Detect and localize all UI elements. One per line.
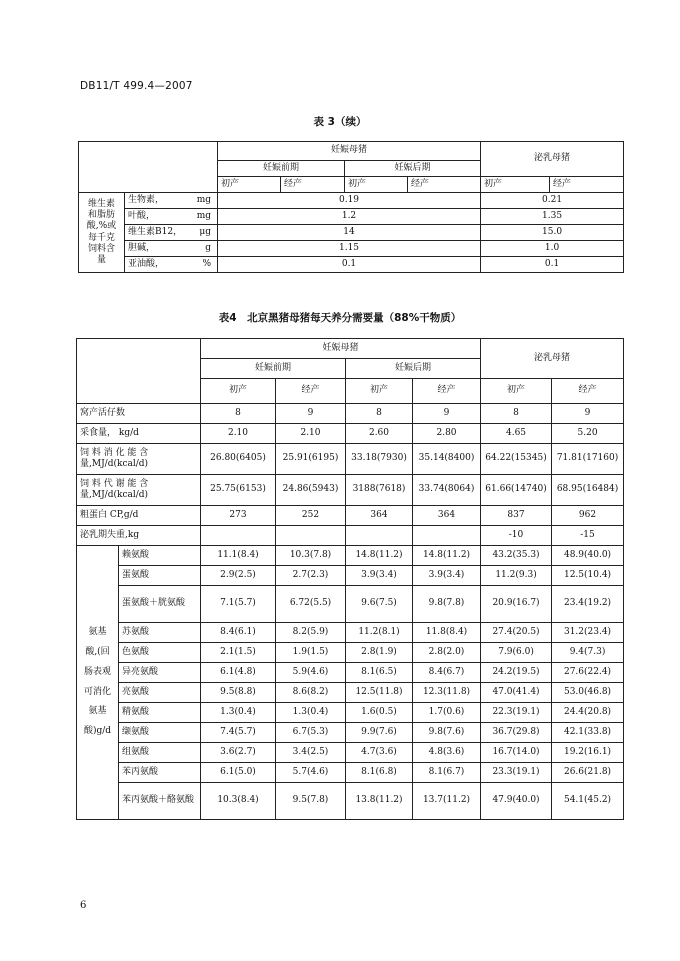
value-cell: 14.8(11.2) [413,546,481,566]
value-cell: 7.4(5.7) [201,723,276,743]
value-cell: 33.18(7930) [346,444,413,475]
value-cell: 15.0 [481,225,624,241]
row-label: 叶酸， mg [125,209,218,225]
value-cell: 24.86(5943) [276,475,346,506]
value-cell: 4.65 [481,424,552,444]
corner-cell [79,142,218,193]
value-cell: 14 [218,225,481,241]
value-cell: 27.4(20.5) [481,623,552,643]
multi-header: 经产 [408,177,481,193]
value-cell: 12.5(11.8) [346,683,413,703]
value-cell: 2.10 [276,424,346,444]
value-cell: 252 [276,506,346,526]
value-cell: 8.1(6.8) [346,763,413,783]
multi-header: 经产 [552,379,624,404]
amino-acid-name: 组氨酸 [119,743,201,763]
value-cell: 10.3(8.4) [201,783,276,820]
value-cell: 6.1(5.0) [201,763,276,783]
value-cell: 5.20 [552,424,624,444]
value-cell: 5.9(4.6) [276,663,346,683]
value-cell: 0.1 [218,257,481,273]
value-cell [201,526,276,546]
value-cell: 7.9(6.0) [481,643,552,663]
table4-caption: 表4 北京黑猪母猪每天养分需要量（88%干物质） [218,312,462,324]
value-cell: 24.2(19.5) [481,663,552,683]
value-cell: 23.4(19.2) [552,586,624,623]
amino-acid-name: 赖氨酸 [119,546,201,566]
value-cell [346,526,413,546]
value-cell: 4.7(3.6) [346,743,413,763]
value-cell: 33.74(8064) [413,475,481,506]
value-cell: 6.1(4.8) [201,663,276,683]
amino-acid-name: 亮氨酸 [119,683,201,703]
table4 [76,338,624,820]
amino-acid-name: 苏氨酸 [119,623,201,643]
late-header: 妊娠后期 [345,161,481,177]
value-cell: 1.7(0.6) [413,703,481,723]
value-cell: 364 [346,506,413,526]
value-cell: 42.1(33.8) [552,723,624,743]
value-cell: 16.7(14.0) [481,743,552,763]
value-cell: 11.8(8.4) [413,623,481,643]
value-cell: 47.0(41.4) [481,683,552,703]
table3 [78,141,624,273]
value-cell: 13.8(11.2) [346,783,413,820]
row-label: 粗蛋白 CP,g/d [77,506,201,526]
early-header: 妊娠前期 [218,161,345,177]
amino-acid-name: 色氨酸 [119,643,201,663]
standard-number: DB11/T 499.4—2007 [80,80,193,92]
value-cell: 14.8(11.2) [346,546,413,566]
value-cell [413,526,481,546]
amino-acid-name: 异亮氨酸 [119,663,201,683]
value-cell: 13.7(11.2) [413,783,481,820]
value-cell: 6.7(5.3) [276,723,346,743]
value-cell: 12.5(10.4) [552,566,624,586]
value-cell: 26.80(6405) [201,444,276,475]
value-cell: 3.4(2.5) [276,743,346,763]
value-cell: -10 [481,526,552,546]
row-label: 亚油酸， % [125,257,218,273]
value-cell: 1.15 [218,241,481,257]
page-number: 6 [80,900,87,911]
value-cell: 1.3(0.4) [201,703,276,723]
value-cell: 31.2(23.4) [552,623,624,643]
amino-acid-name: 蛋氨酸＋胱氨酸 [119,586,201,623]
value-cell: 68.95(16484) [552,475,624,506]
value-cell: 273 [201,506,276,526]
value-cell: 8.4(6.1) [201,623,276,643]
value-cell: 19.2(16.1) [552,743,624,763]
value-cell: 24.4(20.8) [552,703,624,723]
value-cell: 962 [552,506,624,526]
value-cell: 26.6(21.8) [552,763,624,783]
value-cell: 3.6(2.7) [201,743,276,763]
value-cell: 27.6(22.4) [552,663,624,683]
value-cell: 2.10 [201,424,276,444]
value-cell: 23.3(19.1) [481,763,552,783]
early-header: 妊娠前期 [201,359,346,379]
value-cell: 9.5(8.8) [201,683,276,703]
value-cell: 0.21 [481,193,624,209]
value-cell: 0.1 [481,257,624,273]
value-cell: 43.2(35.3) [481,546,552,566]
amino-acid-name: 精氨酸 [119,703,201,723]
value-cell: 837 [481,506,552,526]
value-cell: 8 [201,404,276,424]
primi-header: 初产 [218,177,281,193]
value-cell: 1.35 [481,209,624,225]
value-cell: 9.5(7.8) [276,783,346,820]
value-cell: 9 [552,404,624,424]
value-cell: 2.80 [413,424,481,444]
value-cell: 3.9(3.4) [413,566,481,586]
value-cell: 61.66(14740) [481,475,552,506]
row-label: 维生素B12， μg [125,225,218,241]
amino-acid-name: 苯丙氨酸＋酪氨酸 [119,783,201,820]
value-cell: 35.14(8400) [413,444,481,475]
amino-acid-name: 蛋氨酸 [119,566,201,586]
value-cell: 9.4(7.3) [552,643,624,663]
row-label: 窝产活仔数 [77,404,201,424]
value-cell: 11.1(8.4) [201,546,276,566]
pregnant-header: 妊娠母猪 [201,339,481,359]
value-cell: 9.8(7.8) [413,586,481,623]
value-cell: 9.6(7.5) [346,586,413,623]
value-cell: 6.72(5.5) [276,586,346,623]
value-cell: 5.7(4.6) [276,763,346,783]
value-cell: 2.1(1.5) [201,643,276,663]
value-cell: 2.8(1.9) [346,643,413,663]
value-cell: 364 [413,506,481,526]
value-cell: 1.2 [218,209,481,225]
value-cell: 9.9(7.6) [346,723,413,743]
value-cell: 3188(7618) [346,475,413,506]
value-cell: 4.8(3.6) [413,743,481,763]
value-cell: 20.9(16.7) [481,586,552,623]
value-cell: 8.1(6.5) [346,663,413,683]
value-cell: 11.2(8.1) [346,623,413,643]
corner-cell [77,339,201,404]
value-cell: 2.7(2.3) [276,566,346,586]
value-cell: 64.22(15345) [481,444,552,475]
value-cell: -15 [552,526,624,546]
row-label: 胆碱， g [125,241,218,257]
value-cell: 9 [413,404,481,424]
value-cell: 0.19 [218,193,481,209]
multi-header: 经产 [276,379,346,404]
row-label: 饲 料 消 化 能 含 量,MJ/d(kcal/d) [77,444,201,475]
primi-header: 初产 [481,379,552,404]
value-cell: 2.60 [346,424,413,444]
value-cell: 54.1(45.2) [552,783,624,820]
table3-caption: 表 3（续） [313,116,367,128]
primi-header: 初产 [201,379,276,404]
value-cell: 71.81(17160) [552,444,624,475]
row-label: 生物素， mg [125,193,218,209]
value-cell: 2.8(2.0) [413,643,481,663]
row-label: 采食量， kg/d [77,424,201,444]
lactating-header: 泌乳母猪 [481,142,624,177]
amino-acid-group-label: 氨基 酸,(回 肠表观 可消化 氨基 酸)g/d [77,546,119,820]
value-cell [276,526,346,546]
value-cell: 53.0(46.8) [552,683,624,703]
value-cell: 8 [346,404,413,424]
multi-header: 经产 [281,177,345,193]
value-cell: 36.7(29.8) [481,723,552,743]
value-cell: 7.1(5.7) [201,586,276,623]
value-cell: 9 [276,404,346,424]
value-cell: 25.75(6153) [201,475,276,506]
multi-header: 经产 [550,177,624,193]
value-cell: 1.9(1.5) [276,643,346,663]
amino-acid-name: 缬氨酸 [119,723,201,743]
value-cell: 1.6(0.5) [346,703,413,723]
value-cell: 25.91(6195) [276,444,346,475]
primi-header: 初产 [481,177,550,193]
value-cell: 1.3(0.4) [276,703,346,723]
vitamin-group-label: 维生素 和脂肪 酸,%或 每千克 饲料含 量 [79,193,125,273]
value-cell: 8.6(8.2) [276,683,346,703]
lactating-header: 泌乳母猪 [481,339,624,379]
pregnant-header: 妊娠母猪 [218,142,481,161]
value-cell: 8 [481,404,552,424]
primi-header: 初产 [345,177,408,193]
value-cell: 48.9(40.0) [552,546,624,566]
multi-header: 经产 [413,379,481,404]
value-cell: 8.4(6.7) [413,663,481,683]
row-label: 泌乳期失重,kg [77,526,201,546]
value-cell: 9.8(7.6) [413,723,481,743]
primi-header: 初产 [346,379,413,404]
row-label: 饲 料 代 谢 能 含 量,MJ/d(kcal/d) [77,475,201,506]
value-cell: 3.9(3.4) [346,566,413,586]
value-cell: 47.9(40.0) [481,783,552,820]
amino-acid-name: 苯丙氨酸 [119,763,201,783]
value-cell: 8.2(5.9) [276,623,346,643]
value-cell: 22.3(19.1) [481,703,552,723]
value-cell: 2.9(2.5) [201,566,276,586]
late-header: 妊娠后期 [346,359,481,379]
value-cell: 10.3(7.8) [276,546,346,566]
value-cell: 12.3(11.8) [413,683,481,703]
value-cell: 11.2(9.3) [481,566,552,586]
value-cell: 8.1(6.7) [413,763,481,783]
value-cell: 1.0 [481,241,624,257]
